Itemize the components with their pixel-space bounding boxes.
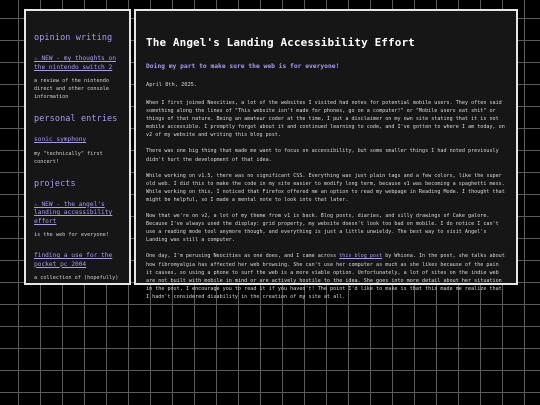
- sidebar: [24, 9, 131, 285]
- article-date: April 8th, 2025.: [146, 82, 198, 88]
- sidebar-link-accessibility-effort[interactable]: ☆ NEW - the angel's landing accessibility effort: [34, 200, 113, 225]
- sidebar-desc-sonic-symphony: my "technically" first concert!: [34, 150, 103, 165]
- sidebar-desc-switch-2-thoughts: a review of the nintendo direct and other console information: [34, 78, 109, 100]
- sidebar-link-pocket-pc-2004[interactable]: finding a use for the pocket pc 2004: [34, 252, 113, 268]
- paragraph-5-text-before: One day, I'm perusing Neocities as one does, and I came across: [146, 253, 340, 260]
- article-paragraph-5: [146, 252, 506, 301]
- sidebar-desc-accessibility-effort: is the web for everyone!: [34, 232, 109, 238]
- article-paragraph-4: Now that we're on v2, a lot of my theme from v1 is back. Blog posts, diaries, and silly drawings of Cake galore. Because I've always used the display: grid property, my website doesn't look too bad on mobile. I do notice I can't use a reading mode tool anymore though, and everything is just a little unwieldy. The best way to visit Angel's Landing was still a computer.: [146, 213, 499, 244]
- section-title-projects: projects: [34, 178, 76, 189]
- sidebar-link-sonic-symphony[interactable]: sonic symphony: [34, 136, 87, 143]
- paragraph-5-text-after: by Whiona. In the post, she talks about how fibromyalgia has affected her web browsing. She can't use her computer as much as she likes because of the pain it causes, so using a phone to surf the web is a more viable option. Unfortunately, a lot of sites on the indie web are not built with mobile in mind or are actively hostile to the idea. She goes into more detail about her situation in the post, I encourage you to read it if you haven't! The point I'd like to make is that this made me realize that I hadn't considered disability in the creation of my site at all.: [146, 253, 505, 300]
- article-panel: [134, 9, 518, 300]
- article-paragraph-3: While working on v1.5, there was no significant CSS. Everything was just plain tags and a few colors, like the super old web. I did this to make the code in my site easier to modify long term, because v1 was becoming a spaghetti mess. While working on this, I noticed that Firefox offered me an option to read my webpage in Reading Mode. I thought that might be helpful, so I made a mental note to look into that later.: [146, 172, 505, 203]
- article-paragraph-1: When I first joined Neocities, a lot of the websites I visited had notes for potential mobile users. They often said something along the lines of "This website isn't made for phones, go on a computer!" or "Mobile users eat shit" or things of that nature. Being an amateur coder at the time, I put a disclaimer on my own site stating that it is not mobile accessible. I promptly forgot about it and continued learning to code, and I've gotten to where I am today, on v2 of my website and writing this blog post.: [146, 100, 505, 139]
- section-title-opinion-writing: opinion writing: [34, 33, 113, 43]
- sidebar-link-switch-2-thoughts[interactable]: ☆ NEW - my thoughts on the nintendo switch 2: [34, 55, 116, 71]
- article-title: The Angel's Landing Accessibility Effort: [146, 36, 415, 49]
- section-title-personal-entries: personal entries: [34, 114, 118, 124]
- article-paragraph-2: There was one big thing that made me want to focus on accessibility, but some smaller things I had noted previously didn't hurt the development of that idea.: [146, 148, 499, 163]
- blog-post-link[interactable]: this blog post: [339, 253, 383, 260]
- sidebar-desc-pocket-pc-2004: a collection of (hopefully): [34, 275, 119, 281]
- article-subtitle: Doing my part to make sure the web is for everyone!: [146, 63, 340, 70]
